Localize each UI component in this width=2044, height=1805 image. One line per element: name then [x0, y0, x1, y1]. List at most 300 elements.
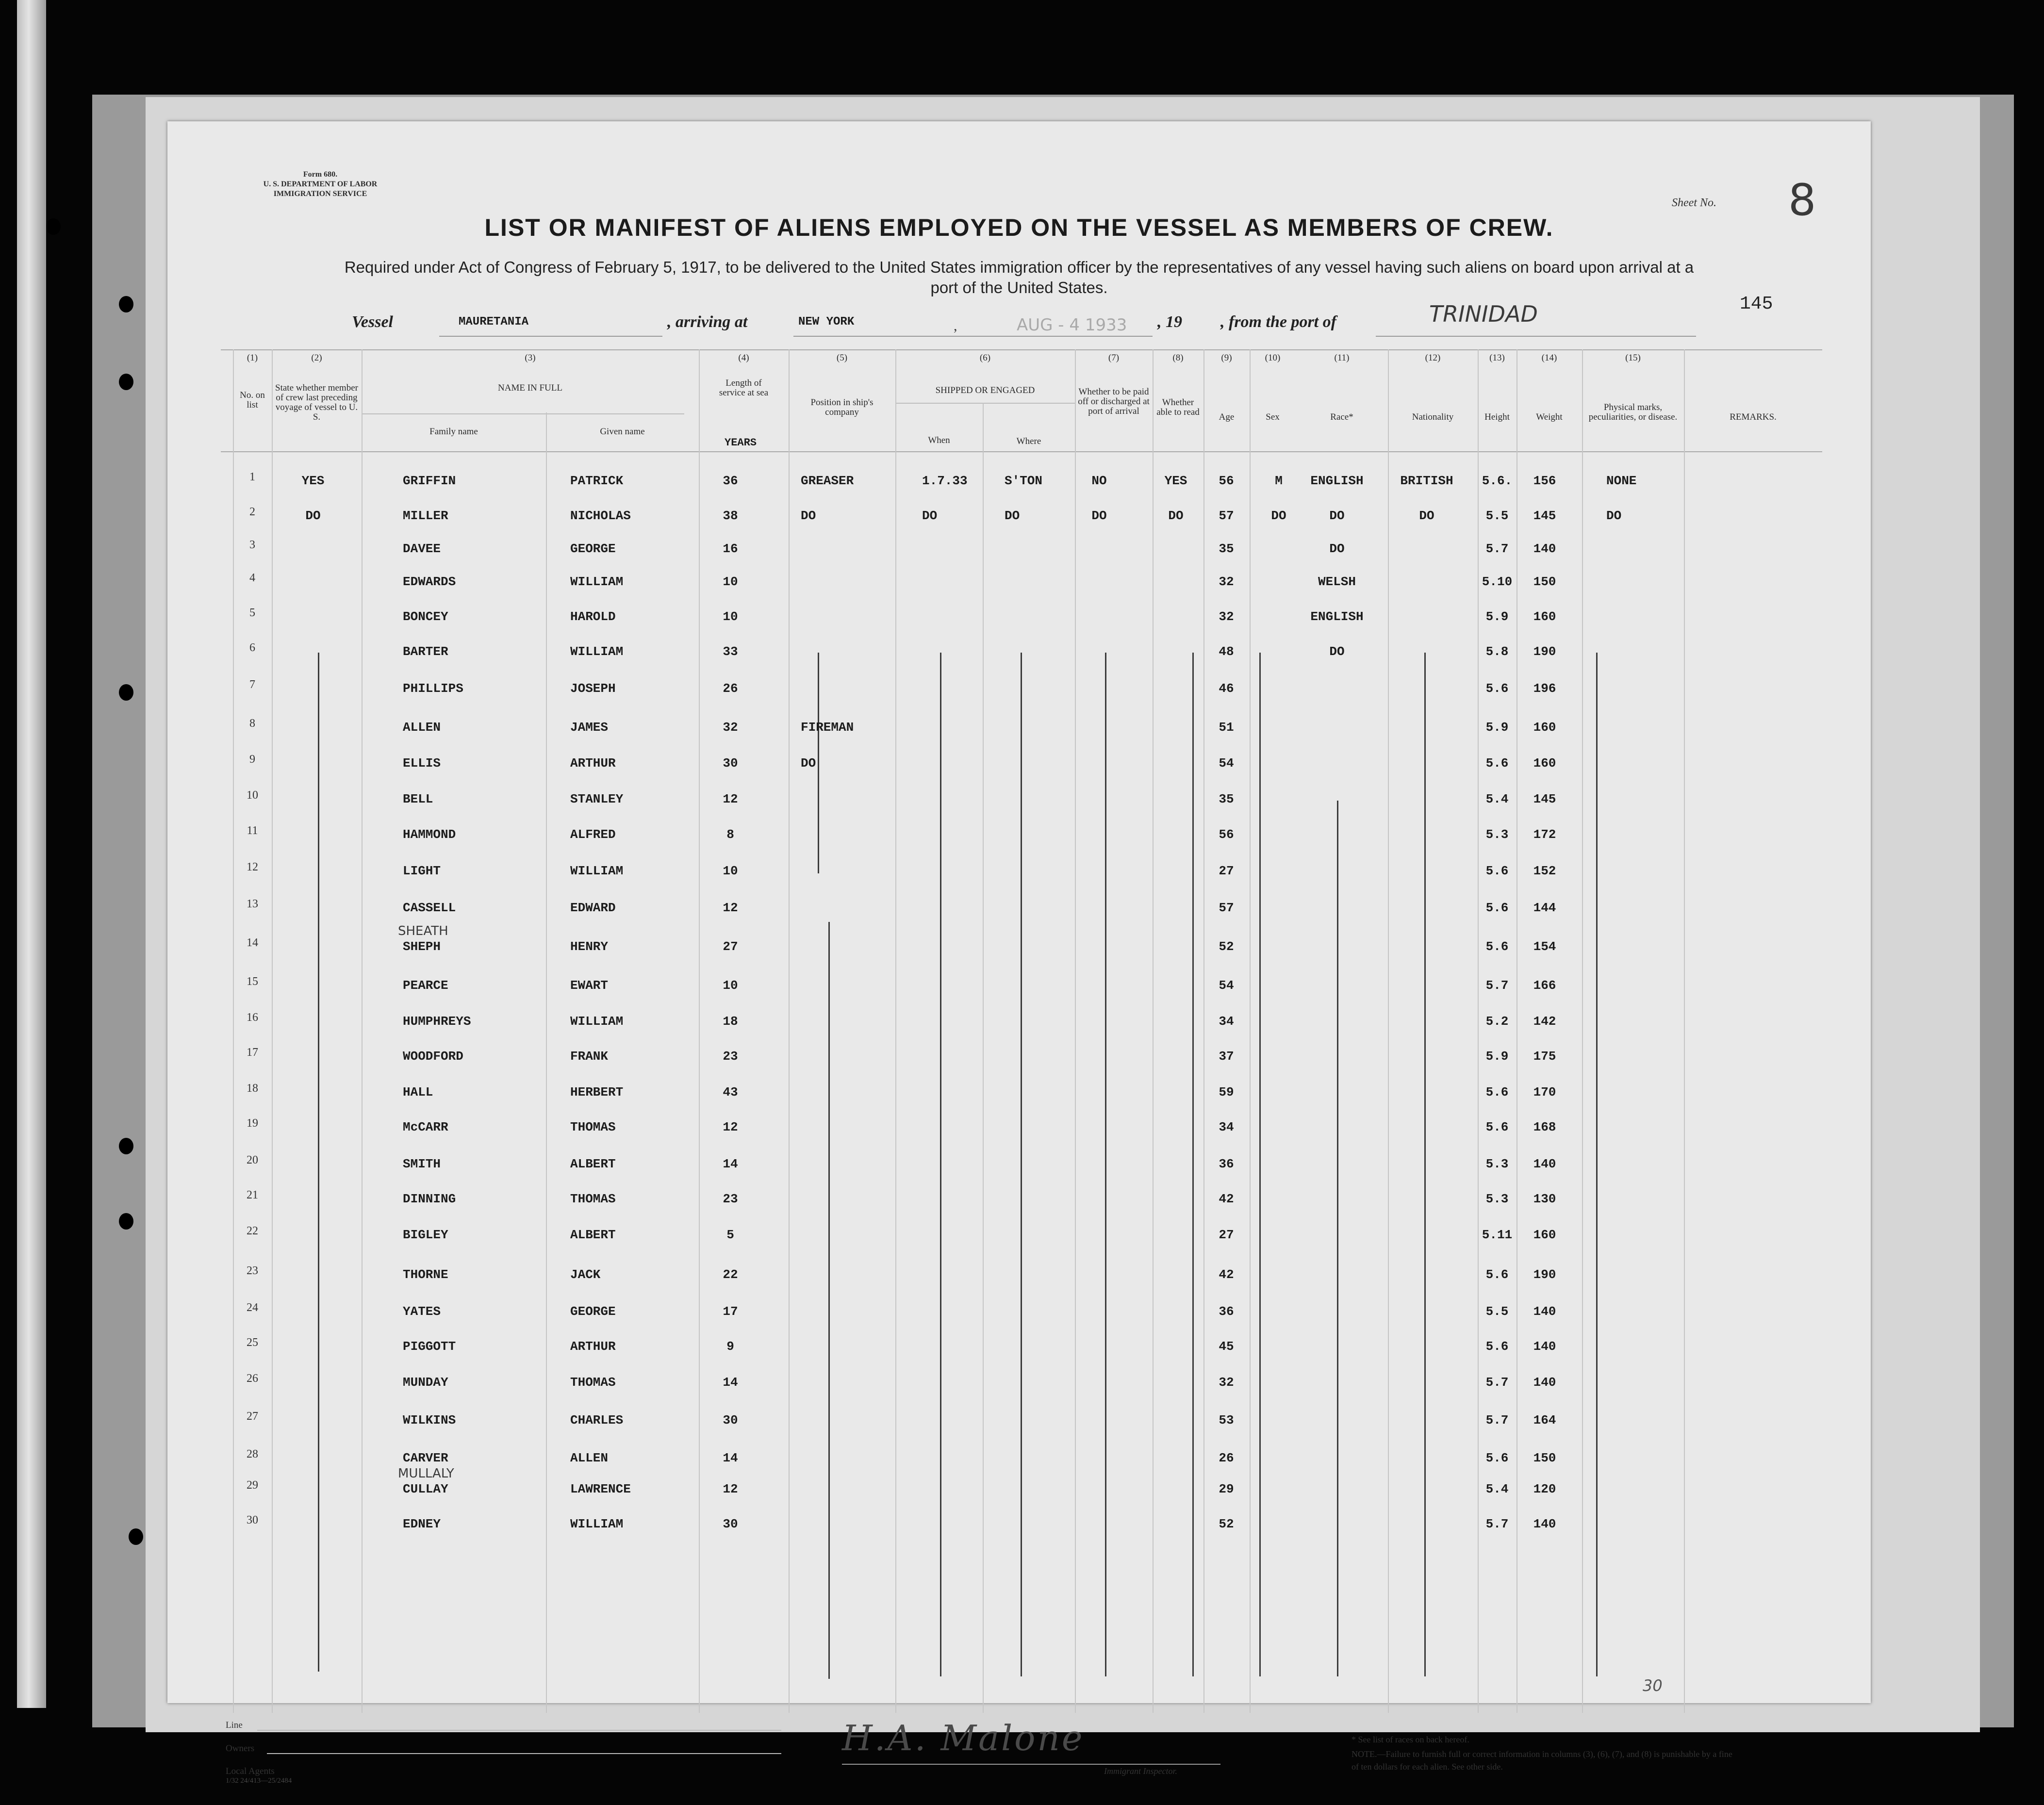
col-6-number: (6) [979, 353, 991, 363]
col-3-number: (3) [525, 353, 536, 363]
given-name-cell: HERBERT [570, 1085, 624, 1099]
race-cell: ENGLISH [1310, 609, 1364, 624]
col-4-header: Length of service at sea [719, 378, 769, 398]
weight-cell: 140 [1533, 542, 1556, 556]
punch-hole [119, 296, 133, 312]
height-cell: 5.9 [1485, 1049, 1509, 1064]
num-cell: 18 [247, 1082, 258, 1095]
race-cell: DO [1329, 542, 1345, 556]
given-name-cell: JAMES [570, 720, 609, 735]
age-cell: 54 [1219, 756, 1234, 771]
inspector-label: Immigrant Inspector. [1104, 1766, 1177, 1776]
num-cell: 3 [249, 539, 255, 551]
total-note: 30 [1643, 1676, 1663, 1695]
col-2-header: State whether member of crew last preceding voyage of vessel to U. S. [275, 383, 358, 422]
years-cell: 16 [723, 542, 738, 556]
years-cell: 38 [723, 509, 738, 523]
ditto-line [1192, 653, 1194, 1676]
years-cell: 33 [723, 644, 738, 659]
service: IMMIGRATION SERVICE [273, 190, 367, 198]
years-cell: 27 [723, 939, 738, 954]
fine-note: NOTE.—Failure to furnish full or correct information in columns (3), (6), (7), and (8) is punishable by a fine of ten dollars for each alien. See other side. [1352, 1749, 1732, 1772]
col-5-header: Position in ship's company [810, 397, 874, 417]
punch-hole [119, 1138, 133, 1154]
ditto-line [828, 922, 830, 1679]
paid-off-cell: DO [1091, 509, 1107, 523]
vessel-label: Vessel [352, 313, 393, 331]
nationality-cell: BRITISH [1400, 474, 1453, 488]
height-cell: 5.6 [1485, 864, 1509, 878]
num-cell: 10 [247, 789, 258, 802]
shipped-where-cell: DO [1005, 509, 1020, 523]
height-cell: 5.9 [1485, 609, 1509, 624]
manifest-sheet: Form 680. U. S. DEPARTMENT OF LABOR IMMIGRATION SERVICE Sheet No. 8 LIST OR MANIFEST OF ALIENS EMPLOYED ON THE VESSEL AS MEMBERS OF CREW. Required under Act of Congress of February 5, 1917, to be delivered to the United States immigration officer by the representatives of any vessel having such aliens on board upon arrival at a port of the United States. 145 Vessel MAURETANIA , arriving at NEW YORK , AUG - 4 1933 , 19 , from the port of TRINIDAD (1) No. on list (2) State whether member of crew last preceding voyage of vessel to U. S. (3) NAME IN FULL Family name Given name (4) Length of service at sea YEARS (5) Position in ship's company (6) SHIPPED OR ENGAGED When Where (7) Whether to be paid off or discharged at port of arrival (8) Whether able to read (9) Age (10) Sex (11) Race* (12) Nationality (13) Height (14) Weight (15) Physical marks, peculiarities, or disease. REMARKS. 1 YES GRIFFIN PATRICK 36 GREASER 1.7.33 S'TON NO YES 56 M ENGLISH BRITISH 5.6. 156 NONE 2 DO MILLER NICHOLAS 38 DO DO DO DO DO 57 DO DO DO 5.5 145 DO 3 DAVEE GEORGE 16 35 DO 5.7 140 4 EDWARDS WILLIAM 10 32 WELSH 5.10 150 5 BONCEY HAROLD 10 32 ENGLISH 5.9 160 6 BARTER WILLIAM 33 48 DO 5.8 190 7 PHILLIPS JOSEPH 26 46 5.6 196 8 ALLEN JAMES 32 FIREMAN 51 5.9 160 9 ELLIS ARTHUR 30 DO 54 5.6 160 10 BELL STANLEY 12 35 5.4 145 11 HAMMOND ALFRED 8 56 5.3 172 12 LIGHT WILLIAM 10 27 5.6 152 13 CASSELL EDWARD 12 57 5.6 144 14 SHEPH HENRY 27 52 5.6 154 SHEATH 15 PEARCE EWART 10 54 5.7 166 16 HUMPHREYS WILLIAM 18 34 5.2 142 17 WOODFORD FRANK 23 37 5.9 175 18 HALL HERBERT 43 59 5.6 170 19 McCARR THOMAS 12 34 5.6 168 20 SMITH ALBERT 14 36 5.3 140 21 DINNING THOMAS 23 42 5.3 130 22 BIGLEY ALBERT 5 27 5.11 160 23 THORNE JACK 22 42 5.6 190 24 YATES GEORGE 17 36 5.5 140 25 PIGGOTT ARTHUR 9 45 5.6 140 26 MUNDAY THOMAS 14 32 5.7 140 27 WILKINS CHARLES 30 53 5.7 164 28 CARVER ALLEN 14 26 5.6 150 29 CULLAY LAWRENCE 12 29 5.4 120 MULLALY 30 EDNEY WILLIAM 30 52 5.7 140 30 Line Owners Local Agents 1/32 24/413—25/2484 H.A. Malone Immigrant Inspector. * See list of races on back hereof. NOTE.—Failure to furnish full or correct information in columns (3), (6), (7), and (8) is punishable by a fine of ten dollars for each alien. See other side. [167, 121, 1871, 1703]
col-10-header: Sex [1266, 412, 1280, 422]
num-cell: 26 [247, 1372, 258, 1385]
given-name-cell: WILLIAM [570, 1517, 624, 1531]
sex-cell: DO [1271, 509, 1286, 523]
age-cell: 53 [1219, 1413, 1234, 1428]
age-cell: 56 [1219, 474, 1234, 488]
ditto-line [318, 653, 319, 1672]
height-cell: 5.5 [1485, 1304, 1509, 1319]
able-to-read-cell: YES [1164, 474, 1187, 488]
age-cell: 36 [1219, 1157, 1234, 1171]
punch-hole [119, 684, 133, 701]
given-name-cell: LAWRENCE [570, 1482, 631, 1496]
age-cell: 37 [1219, 1049, 1234, 1064]
height-cell: 5.3 [1485, 1157, 1509, 1171]
col-12-header: Nationality [1412, 412, 1454, 422]
from-port: TRINIDAD [1429, 301, 1538, 327]
given-name-cell: ALBERT [570, 1157, 616, 1171]
num-cell: 4 [249, 572, 255, 584]
col-7-number: (7) [1108, 353, 1120, 363]
age-cell: 42 [1219, 1192, 1234, 1206]
years-cell: 18 [723, 1014, 738, 1029]
race-cell: DO [1329, 644, 1345, 659]
given-name-cell: EWART [570, 978, 609, 993]
col-11-header: Race* [1330, 412, 1353, 422]
weight-cell: 160 [1533, 756, 1556, 771]
family-name-cell: BARTER [403, 644, 448, 659]
position-cell: FIREMAN [801, 720, 854, 735]
age-cell: 34 [1219, 1120, 1234, 1134]
years-cell: 30 [723, 1413, 738, 1428]
height-cell: 5.6 [1485, 939, 1509, 954]
page-subtitle: Required under Act of Congress of February 5, 1917, to be delivered to the United States immigration officer by the representatives of any vessel having such aliens on board upon arrival at a port of the United States. [344, 258, 1694, 296]
family-name-cell: McCARR [403, 1120, 448, 1134]
num-cell: 2 [249, 506, 255, 518]
height-cell: 5.8 [1485, 644, 1509, 659]
height-cell: 5.7 [1485, 978, 1509, 993]
col-14-header: Weight [1536, 412, 1563, 422]
given-name-cell: ALFRED [570, 827, 616, 842]
age-cell: 32 [1219, 1375, 1234, 1390]
num-cell: 17 [247, 1046, 258, 1059]
family-name-cell: BONCEY [403, 609, 448, 624]
age-cell: 29 [1219, 1482, 1234, 1496]
height-cell: 5.6 [1485, 756, 1509, 771]
num-cell: 19 [247, 1117, 258, 1130]
height-cell: 5.6 [1485, 1451, 1509, 1465]
col-15-header: Physical marks, peculiarities, or disease. [1588, 402, 1678, 422]
num-cell: 30 [247, 1514, 258, 1526]
age-cell: 45 [1219, 1339, 1234, 1354]
page-number: 145 [1740, 294, 1773, 314]
col-6b-header: Where [1016, 436, 1041, 446]
num-cell: 1 [249, 471, 255, 483]
given-name-cell: EDWARD [570, 901, 616, 915]
weight-cell: 168 [1533, 1120, 1556, 1134]
paid-off-cell: NO [1091, 474, 1107, 488]
col-15-number: (15) [1625, 353, 1641, 363]
prev-cell: YES [301, 474, 325, 488]
years-cell: 10 [723, 574, 738, 589]
num-cell: 29 [247, 1479, 258, 1492]
given-name-cell: ALBERT [570, 1228, 616, 1242]
col-13-number: (13) [1489, 353, 1505, 363]
height-cell: 5.6 [1485, 1085, 1509, 1099]
given-name-cell: JACK [570, 1267, 601, 1282]
col-9-header: Age [1219, 412, 1235, 422]
col-1-header: No. on list [240, 390, 265, 410]
given-name-cell: THOMAS [570, 1120, 616, 1134]
given-name-cell: WILLIAM [570, 1014, 624, 1029]
race-cell: DO [1329, 509, 1345, 523]
weight-cell: 144 [1533, 901, 1556, 915]
family-name-cell: HUMPHREYS [403, 1014, 471, 1029]
height-cell: 5.6 [1485, 1120, 1509, 1134]
years-cell: 12 [723, 792, 738, 806]
family-name-cell: PIGGOTT [403, 1339, 456, 1354]
col-14-number: (14) [1541, 353, 1557, 363]
given-name-cell: ARTHUR [570, 756, 616, 771]
weight-cell: 154 [1533, 939, 1556, 954]
num-cell: 22 [247, 1225, 258, 1237]
race-cell: ENGLISH [1310, 474, 1364, 488]
height-cell: 5.9 [1485, 720, 1509, 735]
col-6-header: SHIPPED OR ENGAGED [935, 385, 1035, 395]
weight-cell: 166 [1533, 978, 1556, 993]
num-cell: 14 [247, 936, 258, 949]
weight-cell: 140 [1533, 1375, 1556, 1390]
owners-label: Owners [226, 1743, 255, 1754]
age-cell: 27 [1219, 1228, 1234, 1242]
given-name-cell: JOSEPH [570, 681, 616, 696]
years-cell: 23 [723, 1192, 738, 1206]
ditto-line [1424, 653, 1426, 1676]
height-cell: 5.6 [1485, 681, 1509, 696]
years-cell: 12 [723, 901, 738, 915]
family-name-cell: HAMMOND [403, 827, 456, 842]
ditto-line [940, 653, 941, 1676]
age-cell: 59 [1219, 1085, 1234, 1099]
given-name-cell: GEORGE [570, 1304, 616, 1319]
punch-hole [119, 1213, 133, 1230]
family-name-cell: ALLEN [403, 720, 441, 735]
weight-cell: 152 [1533, 864, 1556, 878]
num-cell: 12 [247, 861, 258, 873]
years-cell: 23 [723, 1049, 738, 1064]
weight-cell: 190 [1533, 1267, 1556, 1282]
age-cell: 36 [1219, 1304, 1234, 1319]
able-to-read-cell: DO [1168, 509, 1184, 523]
weight-cell: 160 [1533, 720, 1556, 735]
sex-cell: M [1275, 474, 1283, 488]
years-cell: 10 [723, 864, 738, 878]
age-cell: 52 [1219, 939, 1234, 954]
ditto-line [818, 653, 819, 873]
age-cell: 35 [1219, 542, 1234, 556]
height-cell: 5.2 [1485, 1014, 1509, 1029]
punch-hole [46, 218, 61, 235]
family-name-cell: CARVER [403, 1451, 448, 1465]
col-4-unit: YEARS [725, 437, 757, 449]
weight-cell: 172 [1533, 827, 1556, 842]
punch-hole [129, 1528, 143, 1545]
family-name-cell: DINNING [403, 1192, 456, 1206]
family-name-cell: CASSELL [403, 901, 456, 915]
form-number: Form 680. [303, 170, 338, 179]
given-name-cell: WILLIAM [570, 574, 624, 589]
height-cell: 5.5 [1485, 509, 1509, 523]
num-cell: 7 [249, 678, 255, 691]
years-cell: 10 [723, 609, 738, 624]
given-name-cell: PATRICK [570, 474, 624, 488]
given-name-cell: STANLEY [570, 792, 624, 806]
physical-marks-cell: DO [1606, 509, 1622, 523]
age-cell: 54 [1219, 978, 1234, 993]
family-name-cell: BIGLEY [403, 1228, 448, 1242]
weight-cell: 130 [1533, 1192, 1556, 1206]
col-4-number: (4) [738, 353, 749, 363]
ditto-line [1021, 653, 1022, 1676]
years-cell: 22 [723, 1267, 738, 1282]
nationality-cell: DO [1419, 509, 1434, 523]
family-name-cell: WILKINS [403, 1413, 456, 1428]
page-title: LIST OR MANIFEST OF ALIENS EMPLOYED ON THE VESSEL AS MEMBERS OF CREW. [484, 214, 1554, 241]
height-cell: 5.7 [1485, 1517, 1509, 1531]
col-3b-header: Given name [600, 427, 645, 437]
col-8-number: (8) [1172, 353, 1184, 363]
age-cell: 32 [1219, 609, 1234, 624]
num-cell: 25 [247, 1336, 258, 1349]
years-cell: 9 [726, 1339, 734, 1354]
years-cell: 14 [723, 1451, 738, 1465]
family-name-cell: HALL [403, 1085, 433, 1099]
weight-cell: 156 [1533, 474, 1556, 488]
num-cell: 21 [247, 1189, 258, 1201]
weight-cell: 170 [1533, 1085, 1556, 1099]
family-name-cell: THORNE [403, 1267, 448, 1282]
years-cell: 30 [723, 756, 738, 771]
years-cell: 32 [723, 720, 738, 735]
weight-cell: 142 [1533, 1014, 1556, 1029]
given-name-cell: WILLIAM [570, 644, 624, 659]
weight-cell: 160 [1533, 609, 1556, 624]
num-cell: 23 [247, 1264, 258, 1277]
height-cell: 5.6 [1485, 1339, 1509, 1354]
family-name-cell: CULLAY [403, 1482, 448, 1496]
years-cell: 10 [723, 978, 738, 993]
print-code: 1/32 24/413—25/2484 [226, 1777, 292, 1785]
age-cell: 48 [1219, 644, 1234, 659]
age-cell: 26 [1219, 1451, 1234, 1465]
given-name-cell: NICHOLAS [570, 509, 631, 523]
age-cell: 27 [1219, 864, 1234, 878]
num-cell: 24 [247, 1301, 258, 1314]
ditto-line [1105, 653, 1106, 1676]
weight-cell: 140 [1533, 1304, 1556, 1319]
form-id-block [240, 170, 400, 199]
shipped-when-cell: 1.7.33 [922, 474, 968, 488]
years-cell: 30 [723, 1517, 738, 1531]
race-footnote: * See list of races on back hereof. [1352, 1735, 1469, 1744]
given-name-cell: ALLEN [570, 1451, 609, 1465]
family-name-cell: EDWARDS [403, 574, 456, 589]
line-label: Line [226, 1720, 243, 1730]
year-label: , 19 [1157, 313, 1182, 331]
arriving-port: NEW YORK [798, 315, 855, 328]
years-cell: 17 [723, 1304, 738, 1319]
prev-cell: DO [305, 509, 321, 523]
num-cell: 16 [247, 1011, 258, 1024]
shipped-where-cell: S'TON [1005, 474, 1043, 488]
col-3a-header: Family name [429, 427, 478, 437]
years-cell: 12 [723, 1120, 738, 1134]
family-name-cell: PEARCE [403, 978, 448, 993]
weight-cell: 175 [1533, 1049, 1556, 1064]
height-cell: 5.4 [1485, 792, 1509, 806]
years-cell: 26 [723, 681, 738, 696]
col-12-number: (12) [1425, 353, 1441, 363]
agents-label: Local Agents [226, 1766, 275, 1776]
age-cell: 57 [1219, 509, 1234, 523]
age-cell: 51 [1219, 720, 1234, 735]
col-13-header: Height [1484, 412, 1510, 422]
family-name-cell: EDNEY [403, 1517, 441, 1531]
race-cell: WELSH [1318, 574, 1356, 589]
num-cell: 28 [247, 1448, 258, 1460]
age-cell: 34 [1219, 1014, 1234, 1029]
family-name-cell: SHEPH [403, 939, 441, 954]
given-name-cell: HAROLD [570, 609, 616, 624]
family-name-cell: SMITH [403, 1157, 441, 1171]
height-cell: 5.3 [1485, 827, 1509, 842]
num-cell: 20 [247, 1154, 258, 1166]
col-7-header: Whether to be paid off or discharged at port of arrival [1078, 387, 1150, 416]
weight-cell: 120 [1533, 1482, 1556, 1496]
date-stamp: AUG - 4 1933 [1017, 315, 1127, 335]
family-name-cell: GRIFFIN [403, 474, 456, 488]
height-cell: 5.10 [1482, 574, 1513, 589]
years-cell: 36 [723, 474, 738, 488]
num-cell: 6 [249, 641, 255, 654]
vessel-name: MAURETANIA [459, 315, 529, 328]
punch-hole [119, 374, 133, 390]
col-5-number: (5) [836, 353, 848, 363]
arriving-label: , arriving at [667, 313, 748, 331]
col-1-number: (1) [247, 353, 258, 363]
family-name-cell: DAVEE [403, 542, 441, 556]
family-name-cell: YATES [403, 1304, 441, 1319]
weight-cell: 150 [1533, 1451, 1556, 1465]
binder-strip [17, 0, 46, 1708]
weight-cell: 145 [1533, 509, 1556, 523]
age-cell: 56 [1219, 827, 1234, 842]
weight-cell: 196 [1533, 681, 1556, 696]
physical-marks-cell: NONE [1606, 474, 1637, 488]
height-cell: 5.7 [1485, 1413, 1509, 1428]
weight-cell: 164 [1533, 1413, 1556, 1428]
num-cell: 13 [247, 898, 258, 910]
weight-cell: 190 [1533, 644, 1556, 659]
height-cell: 5.7 [1485, 1375, 1509, 1390]
num-cell: 9 [249, 753, 255, 766]
years-cell: 14 [723, 1375, 738, 1390]
family-name-correction: SHEATH [398, 924, 448, 938]
height-cell: 5.4 [1485, 1482, 1509, 1496]
height-cell: 5.6 [1485, 1267, 1509, 1282]
ditto-line [1337, 801, 1338, 1676]
shipped-when-cell: DO [922, 509, 938, 523]
age-cell: 46 [1219, 681, 1234, 696]
col-2-number: (2) [311, 353, 322, 363]
col-6a-header: When [928, 435, 950, 445]
weight-cell: 160 [1533, 1228, 1556, 1242]
weight-cell: 140 [1533, 1517, 1556, 1531]
num-cell: 11 [247, 824, 258, 837]
num-cell: 8 [249, 717, 255, 730]
position-cell: DO [801, 756, 816, 771]
department: U. S. DEPARTMENT OF LABOR [263, 180, 378, 188]
family-name-cell: BELL [403, 792, 433, 806]
height-cell: 5.6. [1482, 474, 1513, 488]
height-cell: 5.7 [1485, 542, 1509, 556]
given-name-cell: HENRY [570, 939, 609, 954]
inspector-signature: H.A. Malone [842, 1718, 1085, 1758]
family-name-cell: MUNDAY [403, 1375, 448, 1390]
position-cell: DO [801, 509, 816, 523]
years-cell: 8 [726, 827, 734, 842]
weight-cell: 140 [1533, 1339, 1556, 1354]
num-cell: 15 [247, 975, 258, 988]
col-8-header: Whether able to read [1156, 397, 1200, 417]
height-cell: 5.11 [1482, 1228, 1513, 1242]
height-cell: 5.3 [1485, 1192, 1509, 1206]
position-cell: GREASER [801, 474, 854, 488]
num-cell: 5 [249, 607, 255, 619]
given-name-cell: ARTHUR [570, 1339, 616, 1354]
given-name-cell: GEORGE [570, 542, 616, 556]
ditto-line [1596, 653, 1598, 1676]
given-name-cell: THOMAS [570, 1375, 616, 1390]
family-name-cell: MILLER [403, 509, 448, 523]
given-name-cell: CHARLES [570, 1413, 624, 1428]
given-name-cell: FRANK [570, 1049, 609, 1064]
age-cell: 57 [1219, 901, 1234, 915]
sheet-label: Sheet No. [1672, 197, 1716, 209]
col-10-number: (10) [1265, 353, 1281, 363]
years-cell: 12 [723, 1482, 738, 1496]
col-9-number: (9) [1221, 353, 1232, 363]
from-label: , from the port of [1220, 313, 1336, 331]
num-cell: 27 [247, 1410, 258, 1423]
age-cell: 32 [1219, 574, 1234, 589]
sheet-number: 8 [1788, 175, 1816, 226]
years-cell: 43 [723, 1085, 738, 1099]
